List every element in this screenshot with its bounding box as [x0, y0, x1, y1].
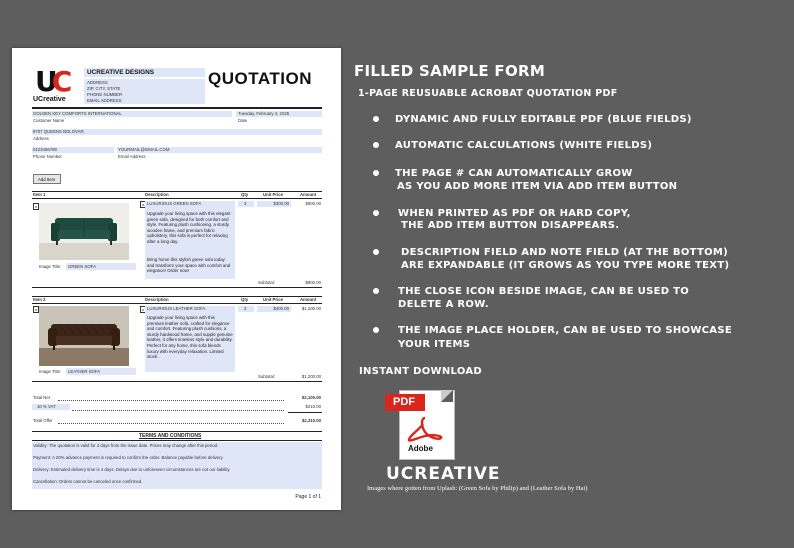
feature-3-line-1: THE PAGE # CAN AUTOMATICALLY GROW	[395, 168, 633, 179]
total-net-label: Total Net	[33, 395, 50, 400]
email-label: Email Address	[118, 154, 146, 159]
panel-heading: FILLED SAMPLE FORM	[354, 62, 546, 80]
item1-subtotal: $900.00	[305, 280, 321, 285]
logo-text: UCreative	[33, 96, 66, 103]
pdf-badge: PDF	[385, 394, 425, 411]
feature-6-line-2: DELETE A ROW.	[398, 299, 489, 310]
item2-bottom-rule	[32, 381, 322, 382]
item1-amount: $900.00	[305, 201, 321, 206]
terms-validity: Validity: The quotation is valid for 4 days from the issue date. Prices may change after this period.	[33, 443, 219, 448]
company-address-field[interactable]: ADDRESS ZIP, CITY, STATE PHONE NUMBER EMAIL ADDRESS	[84, 79, 205, 104]
item2-unit-price-header: Unit Price	[263, 297, 284, 302]
page-number: Page 1 of 1	[295, 494, 321, 500]
feature-7-line-2: YOUR ITEMS	[398, 339, 471, 350]
item2-qty-header: Qty	[241, 297, 249, 302]
item1-image-title-field[interactable]: GREEN SOFA	[66, 263, 136, 270]
bullet-3	[373, 170, 379, 176]
total-net-dots	[58, 400, 284, 401]
bullet-5	[373, 249, 379, 255]
vat-value: $210.00	[305, 404, 321, 409]
bullet-1	[373, 116, 379, 122]
email-field[interactable]: YOURMAIL@GMAIL.COM	[117, 147, 322, 153]
customer-name-label: Customer Name	[33, 118, 65, 123]
column-unit-price-header: Unit Price	[263, 192, 284, 197]
item2-image-title-label: Image Title:	[39, 369, 62, 374]
feature-3-line-2: AS YOU ADD MORE ITEM VIA ADD ITEM BUTTON	[397, 181, 678, 192]
feature-5-line-1: DESCRIPTION FIELD AND NOTE FIELD (AT THE BOTTOM)	[401, 247, 729, 258]
ucreative-logo	[33, 67, 73, 105]
bullet-7	[373, 327, 379, 333]
instant-download-label: INSTANT DOWNLOAD	[359, 366, 483, 377]
document-title: QUOTATION	[208, 69, 312, 88]
item2-unit-price-field[interactable]: $400.00	[257, 306, 291, 312]
item2-amount-header: Amount	[300, 297, 317, 302]
leather-sofa-image	[39, 306, 129, 366]
column-amount-header: Amount	[300, 192, 317, 197]
item2-image-title-field[interactable]: LEATHER SOFA	[66, 368, 136, 375]
item1-title: LUXURIOUS GREEN SOFA	[147, 201, 202, 206]
item2-description-close-icon[interactable]: x	[142, 307, 144, 312]
pdf-file-icon	[381, 386, 455, 459]
item1-description-cta: Bring home this stylish green sofa today and transform your space with comfort and elegance! Order now!	[147, 257, 231, 274]
pdf-page-fold	[441, 390, 453, 402]
feature-4-line-2: THE ADD ITEM BUTTON DISAPPEARS.	[401, 220, 620, 231]
header-rule	[32, 107, 322, 109]
item1-delete-row-icon[interactable]: x	[35, 204, 37, 209]
total-net-value: $2,100.00	[301, 395, 321, 400]
green-sofa-image	[39, 203, 129, 260]
feature-6-line-1: THE CLOSE ICON BESIDE IMAGE, CAN BE USED TO	[398, 286, 690, 297]
quotation-document	[12, 48, 341, 510]
add-item-button[interactable]: Add Item	[33, 174, 61, 184]
company-name-field[interactable]: UCREATIVE DESIGNS	[84, 68, 205, 77]
panel-subheading: 1-PAGE REUSUABLE ACROBAT QUOTATION PDF	[358, 88, 618, 99]
brand-name: UCREATIVE	[386, 464, 501, 484]
item2-subtotal: $1,200.00	[301, 374, 321, 379]
acrobat-logo-icon	[405, 416, 445, 444]
item1-number: Item 1	[33, 192, 46, 197]
total-offer-dots	[58, 423, 284, 424]
item1-image-title-label: Image Title:	[39, 264, 62, 269]
total-offer-value: $2,310.00	[301, 418, 321, 423]
total-offer-label: Total Offer	[33, 418, 53, 423]
item2-title: LUXURIOUS LEATHER SOFA	[147, 306, 206, 311]
customer-name-field[interactable]: GOLDEN KEY COMFORTS INTERNATIONAL	[32, 111, 232, 117]
address-field[interactable]: 8707 QUEENS BOLOVAR,	[32, 129, 322, 135]
item2-amount: $1,200.00	[301, 306, 321, 311]
terms-payment: Payment: A 20% advance payment is required to confirm the order. Balance payable before delivery.	[33, 455, 224, 460]
item1-header-rule	[32, 198, 322, 199]
item1-image-placeholder[interactable]	[39, 203, 129, 260]
vat-dots	[72, 410, 284, 411]
item1-subtotal-label: Subtotal:	[258, 280, 275, 285]
terms-title: TERMS AND CONDITIONS	[139, 433, 202, 439]
bullet-2	[373, 142, 379, 148]
item2-image-placeholder[interactable]	[39, 306, 129, 366]
adobe-label: Adobe	[408, 444, 433, 453]
date-label: Date	[238, 118, 248, 123]
item1-qty-field[interactable]: 3	[238, 201, 254, 207]
feature-2: AUTOMATIC CALCULATIONS (WHITE FIELDS)	[395, 140, 653, 151]
item1-bottom-rule	[32, 287, 322, 288]
item1-description-close-icon[interactable]: x	[142, 202, 144, 207]
terms-cancellation: Cancellation: Orders cannot be canceled once confirmed.	[33, 479, 143, 484]
item1-unit-price-field[interactable]: $300.00	[257, 201, 291, 207]
item2-subtotal-label: Subtotal:	[258, 374, 275, 379]
item1-description: Upgrade your living space with this elegant green sofa, designed for both comfort and style. Featuring plush cushioning, a sturdy wooden frame, and premium fabric upholstery, this sofa is perfect for relaxing after a long day.	[147, 211, 231, 244]
feature-7-line-1: THE IMAGE PLACE HOLDER, CAN BE USED TO SHOWCASE	[398, 325, 732, 336]
feature-4-line-1: WHEN PRINTED AS PDF OR HARD COPY,	[398, 208, 631, 219]
date-field[interactable]: Tuesday, February 4, 2025	[236, 111, 322, 117]
column-description-header: Description	[145, 192, 169, 197]
item2-delete-row-icon[interactable]: x	[35, 307, 37, 312]
terms-header-rule	[32, 440, 322, 441]
vat-rate-field[interactable]: 10 % VAT	[32, 404, 70, 410]
item2-qty-field[interactable]: 3	[238, 306, 254, 312]
image-credit: Images where gotten from Uplash: (Green Sofa by Philip) and (Leather Sofa by Hai)	[367, 485, 588, 492]
item2-description: Upgrade your living space with this premium leather sofa, crafted for elegance and comfort. Featuring plush cushions, a sturdy hardwood frame, and supple genuine leather, it offers timeless style and durability. Perfect for any home, this sofa blends luxury with everyday relaxation. Limited stock.	[147, 315, 233, 360]
phone-label: Phone Number	[33, 154, 62, 159]
item1-description-field[interactable]	[145, 201, 235, 279]
address-label: Address	[33, 136, 49, 141]
bullet-4	[373, 210, 379, 216]
item2-description-header: Description	[145, 297, 169, 302]
item2-header-rule	[32, 303, 322, 304]
terms-field[interactable]	[32, 442, 322, 489]
terms-delivery: Delivery: Estimated delivery time is 4 days. Delays due to unforeseen circumstances are not our liability.	[33, 467, 231, 472]
terms-top-rule	[32, 431, 322, 432]
item2-number: Item 2	[33, 297, 46, 302]
feature-5-line-2: ARE EXPANDABLE (IT GROWS AS YOU TYPE MORE TEXT)	[401, 260, 730, 271]
totals-rule	[288, 412, 322, 413]
feature-1: DYNAMIC AND FULLY EDITABLE PDF (BLUE FIELDS)	[395, 114, 692, 125]
column-qty-header: Qty	[241, 192, 249, 197]
bullet-6	[373, 288, 379, 294]
item2-description-field[interactable]	[145, 306, 235, 372]
phone-field[interactable]: 0123456789	[32, 147, 114, 153]
logo-mark: UC	[35, 65, 67, 98]
